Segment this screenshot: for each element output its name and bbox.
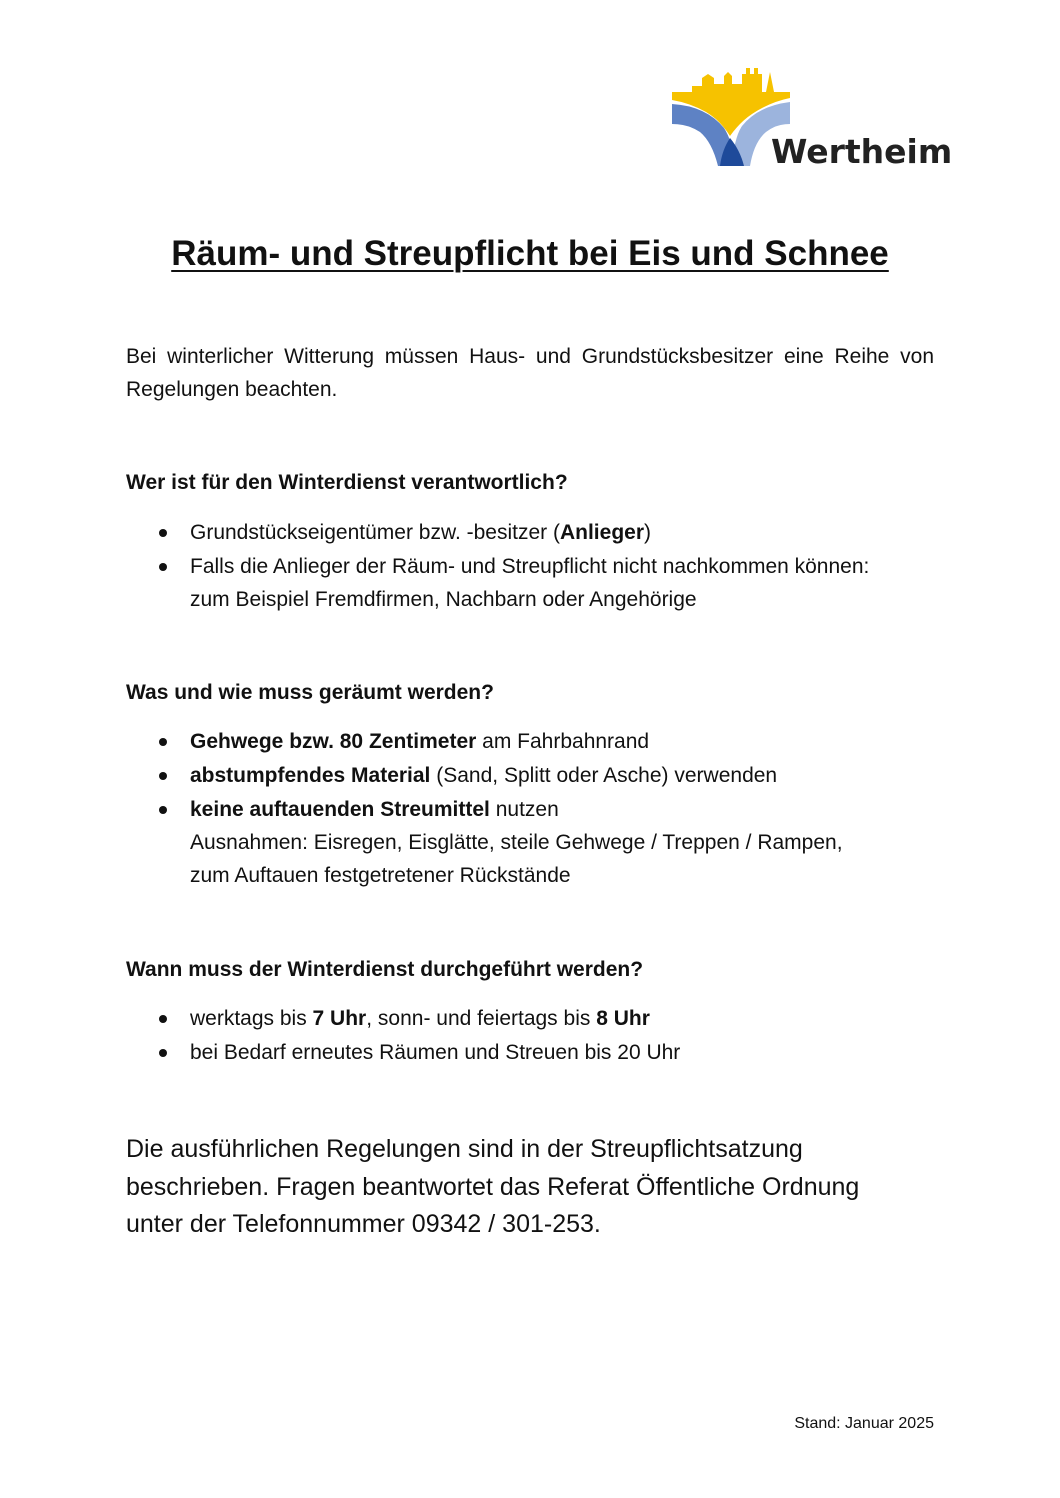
intro-paragraph: Bei winterlicher Witterung müssen Haus- und Grundstücksbesitzer eine Reihe von Regelungen beachten. (126, 345, 934, 401)
date-stamp: Stand: Januar 2025 (794, 1415, 934, 1432)
list-item: Gehwege bzw. 80 Zentimeter am Fahrbahnrand (126, 725, 934, 758)
list-item: Falls die Anlieger der Räum- und Streupflicht nicht nachkommen können: zum Beispiel Fremdfirmen, Nachbarn oder Angehörige (126, 550, 934, 616)
wertheim-logo (670, 62, 953, 172)
list-what-how (126, 725, 934, 893)
list-item: werktags bis 7 Uhr, sonn- und feiertags bis 8 Uhr (126, 1002, 934, 1035)
section-heading-responsible: Wer ist für den Winterdienst verantwortlich? (126, 471, 568, 494)
page-title: Räum- und Streupflicht bei Eis und Schnee (171, 234, 889, 273)
list-responsible (126, 516, 934, 617)
list-item: bei Bedarf erneutes Räumen und Streuen bis 20 Uhr (126, 1036, 934, 1069)
logo-text: Wertheim (771, 132, 953, 171)
closing-paragraph: Die ausführlichen Regelungen sind in der Streupflichtsatzung beschrieben. Fragen beantwortet das Referat Öffentliche Ordnung unter der Telefonnummer 09342 / 301-253. (126, 1135, 860, 1238)
section-heading-when: Wann muss der Winterdienst durchgeführt werden? (126, 958, 644, 981)
list-item: abstumpfendes Material (Sand, Splitt oder Asche) verwenden (126, 759, 934, 792)
section-heading-what-how: Was und wie muss geräumt werden? (126, 681, 494, 704)
list-when (126, 1002, 934, 1070)
list-item: Grundstückseigentümer bzw. -besitzer (Anlieger) (126, 516, 934, 549)
list-item: keine auftauenden Streumittel nutzen Ausnahmen: Eisregen, Eisglätte, steile Gehwege / Treppen / Rampen, zum Auftauen festgetretener Rückstände (126, 793, 934, 892)
